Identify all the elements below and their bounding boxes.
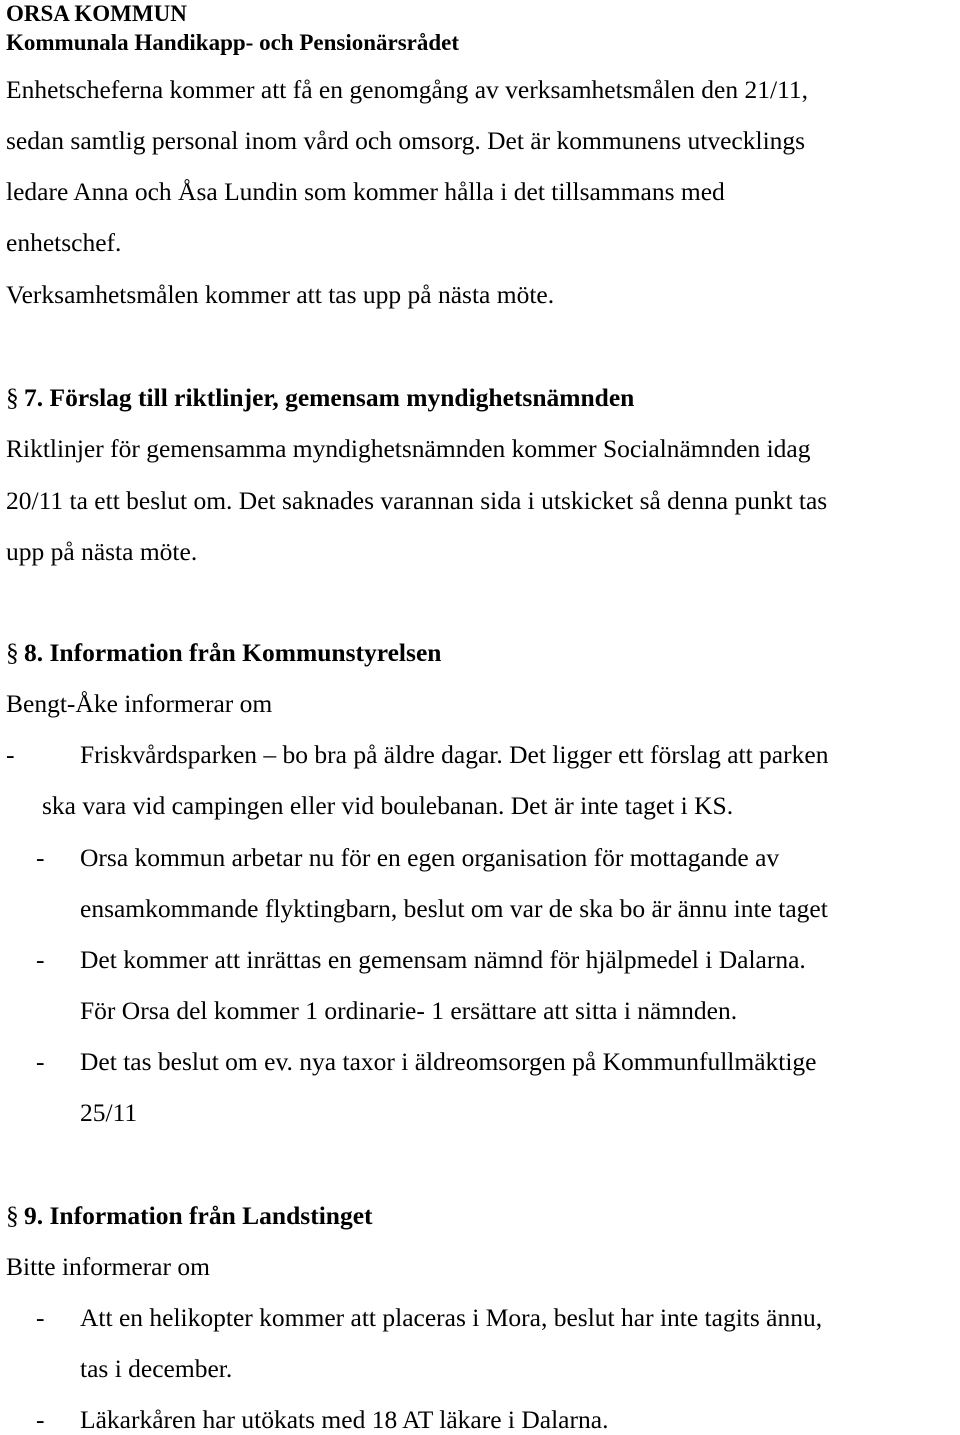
council-name: Kommunala Handikapp- och Pensionärsrådet — [6, 30, 460, 55]
bullet-dash: - — [36, 1405, 45, 1434]
bullet-line: ska vara vid campingen eller vid boulebanan. Det är inte taget i KS. — [42, 791, 734, 820]
section-heading-7: 7. Förslag till riktlinjer, gemensam myndighetsnämnden — [24, 383, 635, 412]
section-symbol: § — [6, 638, 19, 667]
section-7-line: upp på nästa möte. — [6, 537, 198, 566]
bullet-line: Orsa kommun arbetar nu för en egen organisation för mottagande av — [80, 843, 780, 872]
section-9-intro: Bitte informerar om — [6, 1252, 210, 1281]
bullet-dash: - — [6, 740, 15, 769]
bullet-dash: - — [36, 1303, 45, 1332]
section-symbol: § — [6, 383, 19, 412]
bullet-line: Det tas beslut om ev. nya taxor i äldreomsorgen på Kommunfullmäktige — [80, 1047, 817, 1076]
bullet-dash: - — [36, 843, 45, 872]
bullet-line: 25/11 — [80, 1098, 138, 1127]
section-8-intro: Bengt-Åke informerar om — [6, 689, 273, 718]
intro-line: ledare Anna och Åsa Lundin som kommer hålla i det tillsammans med — [6, 177, 725, 206]
intro-line: enhetschef. — [6, 228, 122, 257]
intro-line: sedan samtlig personal inom vård och omsorg. Det är kommunens utvecklings — [6, 126, 806, 155]
section-heading-8: 8. Information från Kommunstyrelsen — [24, 638, 442, 667]
bullet-dash: - — [36, 945, 45, 974]
bullet-dash: - — [36, 1047, 45, 1076]
section-7-line: Riktlinjer för gemensamma myndighetsnämnden kommer Socialnämnden idag — [6, 434, 811, 463]
bullet-line: tas i december. — [80, 1354, 233, 1383]
intro-line: Enhetscheferna kommer att få en genomgång av verksamhetsmålen den 21/11, — [6, 75, 809, 104]
org-name: ORSA KOMMUN — [6, 1, 187, 26]
bullet-line: ensamkommande flyktingbarn, beslut om var de ska bo är ännu inte taget — [80, 894, 828, 923]
section-heading-9: 9. Information från Landstinget — [24, 1201, 373, 1230]
section-7-line: 20/11 ta ett beslut om. Det saknades varannan sida i utskicket så denna punkt tas — [6, 486, 828, 515]
bullet-line: Läkarkåren har utökats med 18 AT läkare i Dalarna. — [80, 1405, 609, 1434]
section-symbol: § — [6, 1201, 19, 1230]
bullet-line: Att en helikopter kommer att placeras i Mora, beslut har inte tagits ännu, — [80, 1303, 823, 1332]
bullet-line: Det kommer att inrättas en gemensam nämnd för hjälpmedel i Dalarna. — [80, 945, 806, 974]
intro-line: Verksamhetsmålen kommer att tas upp på nästa möte. — [6, 280, 555, 309]
bullet-line: Friskvårdsparken – bo bra på äldre dagar. Det ligger ett förslag att parken — [80, 740, 829, 769]
bullet-line: För Orsa del kommer 1 ordinarie- 1 ersättare att sitta i nämnden. — [80, 996, 738, 1025]
